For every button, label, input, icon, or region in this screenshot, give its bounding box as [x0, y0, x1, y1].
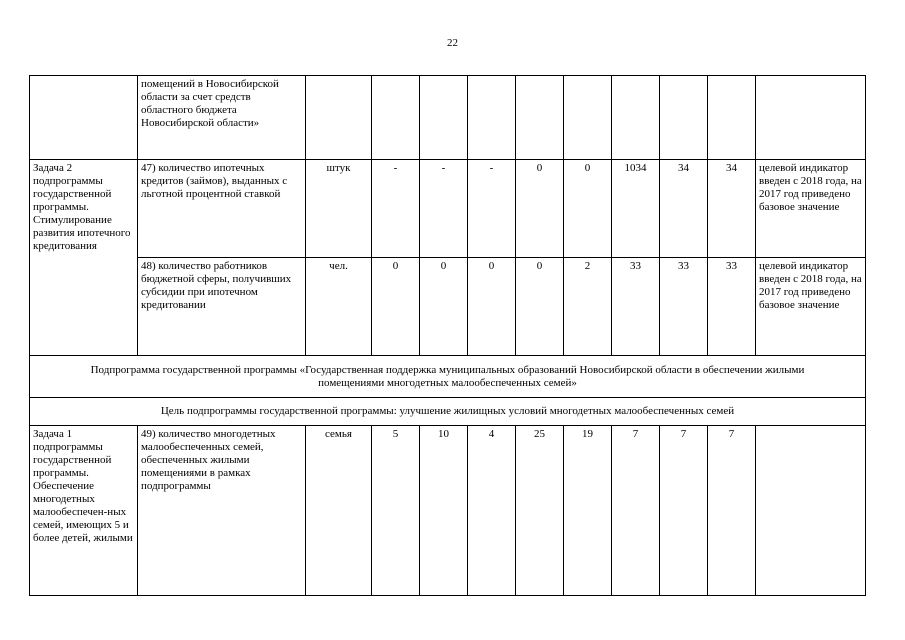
- indicator-cell: помещений в Новосибирской области за счет средств областного бюджета Новосибирской области»: [138, 76, 306, 160]
- subprogram-title: Подпрограмма государственной программы «Государственная поддержка муниципальных образований Новосибирской области в обеспечении жилыми помещениями многодетных малообеспеченных семей»: [30, 356, 866, 398]
- value-cell: 5: [372, 426, 420, 596]
- value-cell: 4: [468, 426, 516, 596]
- task-cell: [30, 76, 138, 160]
- value-cell: [468, 76, 516, 160]
- table-row-indicator-48: [30, 258, 866, 356]
- unit-cell: чел.: [306, 258, 372, 356]
- table-row-continuation: [30, 76, 866, 160]
- value-cell: [564, 76, 612, 160]
- value-cell: 2: [564, 258, 612, 356]
- table-row-indicator-47: [30, 160, 866, 258]
- value-cell: 0: [420, 258, 468, 356]
- note-cell: [756, 76, 866, 160]
- value-cell: 0: [564, 160, 612, 258]
- value-cell: 34: [708, 160, 756, 258]
- table-row-subprogram: [30, 356, 866, 398]
- value-cell: 25: [516, 426, 564, 596]
- value-cell: -: [372, 160, 420, 258]
- value-cell: [708, 76, 756, 160]
- value-cell: 0: [516, 160, 564, 258]
- value-cell: [420, 76, 468, 160]
- unit-cell: [306, 76, 372, 160]
- unit-cell: семья: [306, 426, 372, 596]
- value-cell: 0: [372, 258, 420, 356]
- indicator-cell: 48) количество работников бюджетной сферы, получивших субсидии при ипотечном кредитовании: [138, 258, 306, 356]
- value-cell: [372, 76, 420, 160]
- value-cell: 10: [420, 426, 468, 596]
- indicators-table: [29, 75, 866, 596]
- indicator-cell: 47) количество ипотечных кредитов (займов), выданных с льготной процентной ставкой: [138, 160, 306, 258]
- value-cell: -: [468, 160, 516, 258]
- table-row-goal: [30, 398, 866, 426]
- subprogram-goal: Цель подпрограммы государственной программы: улучшение жилищных условий многодетных малообеспеченных семей: [30, 398, 866, 426]
- note-cell: целевой индикатор введен с 2018 года, на 2017 год приведено базовое значение: [756, 160, 866, 258]
- value-cell: 34: [660, 160, 708, 258]
- value-cell: 7: [660, 426, 708, 596]
- value-cell: 7: [612, 426, 660, 596]
- value-cell: 0: [468, 258, 516, 356]
- value-cell: [516, 76, 564, 160]
- value-cell: [612, 76, 660, 160]
- note-cell: целевой индикатор введен с 2018 года, на 2017 год приведено базовое значение: [756, 258, 866, 356]
- value-cell: 7: [708, 426, 756, 596]
- page-number: 22: [447, 37, 458, 49]
- value-cell: 1034: [612, 160, 660, 258]
- task-cell: Задача 2 подпрограммы государственной программы. Стимулирование развития ипотечного кредитования: [30, 160, 138, 356]
- value-cell: -: [420, 160, 468, 258]
- value-cell: 33: [708, 258, 756, 356]
- value-cell: 0: [516, 258, 564, 356]
- note-cell: [756, 426, 866, 596]
- unit-cell: штук: [306, 160, 372, 258]
- task-cell: Задача 1 подпрограммы государственной программы. Обеспечение многодетных малообеспечен-ных семей, имеющих 5 и более детей, жилыми: [30, 426, 138, 596]
- value-cell: [660, 76, 708, 160]
- value-cell: 33: [660, 258, 708, 356]
- value-cell: 33: [612, 258, 660, 356]
- table-row-indicator-49: [30, 426, 866, 596]
- indicator-cell: 49) количество многодетных малообеспеченных семей, обеспеченных жилыми помещениями в рамках подпрограммы: [138, 426, 306, 596]
- value-cell: 19: [564, 426, 612, 596]
